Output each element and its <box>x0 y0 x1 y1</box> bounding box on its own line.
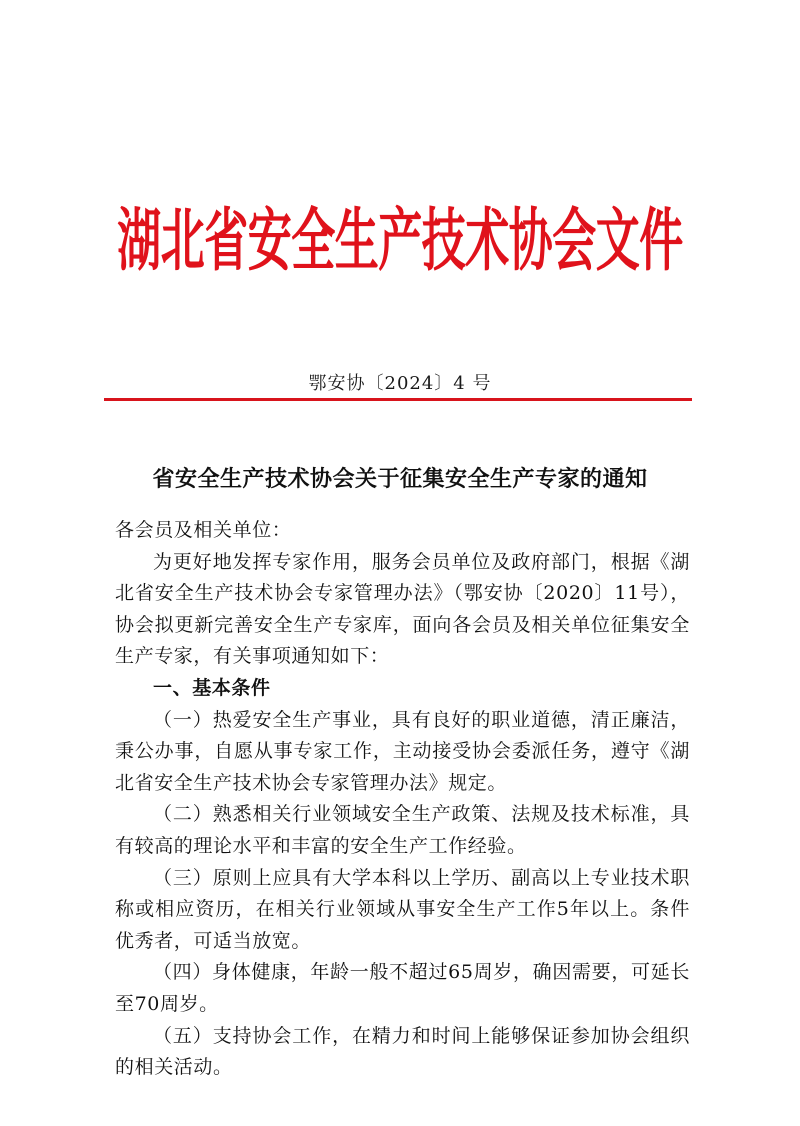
document-header-title: 湖北省安全生产技术协会文件 <box>117 202 683 282</box>
salutation: 各会员及相关单位： <box>115 519 292 541</box>
condition-paragraph: （三）原则上应具有大学本科以上学历、副高以上专业技术职称或相应资历，在相关行业领域从事安全生产工作5年以上。条件优秀者，可适当放宽。 <box>115 866 690 952</box>
condition-paragraph: （五）支持协会工作，在精力和时间上能够保证参加协会组织的相关活动。 <box>115 1024 690 1079</box>
condition-paragraph: （四）身体健康，年龄一般不超过65周岁，确因需要，可延长至70周岁。 <box>115 961 690 1015</box>
red-divider-line <box>104 398 692 401</box>
intro-paragraph: 为更好地发挥专家作用，服务会员单位及政府部门，根据《湖北省安全生产技术协会专家管理办法》（鄂安协〔2020〕11号），协会拟更新完善安全生产专家库，面向各会员及相关单位征集安全生产专家，有关事项通知如下： <box>115 550 690 668</box>
document-body <box>115 515 690 1084</box>
condition-paragraph: （一）热爱安全生产事业，具有良好的职业道德，清正廉洁，秉公办事，自愿从事专家工作，主动接受协会委派任务，遵守《湖北省安全生产技术协会专家管理办法》规定。 <box>115 708 690 794</box>
section-heading: 一、基本条件 <box>153 676 271 699</box>
notice-title: 省安全生产技术协会关于征集安全生产专家的通知 <box>152 467 648 492</box>
condition-paragraph: （二）熟悉相关行业领域安全生产政策、法规及技术标准，具有较高的理论水平和丰富的安全生产工作经验。 <box>115 803 690 857</box>
document-number: 鄂安协〔2024〕4 号 <box>308 373 492 394</box>
